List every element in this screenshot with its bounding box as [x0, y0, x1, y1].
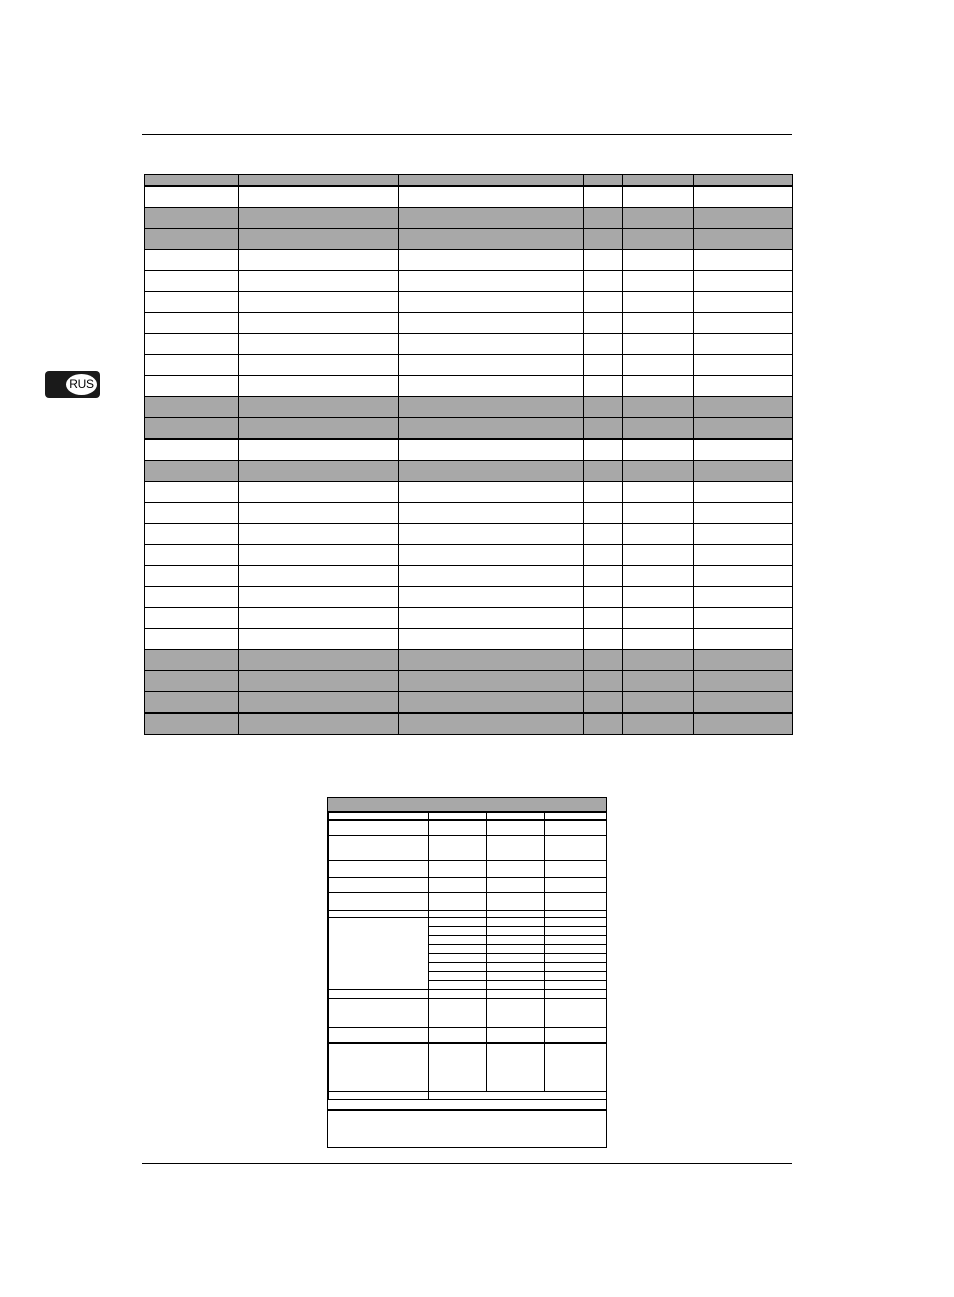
table-row: [145, 566, 793, 587]
table-cell: [694, 650, 793, 671]
column-header: [145, 175, 239, 187]
table-cell: [584, 482, 623, 503]
table-cell: [694, 292, 793, 313]
table-cell: [145, 186, 239, 208]
table-cell: [584, 292, 623, 313]
table-cell: [399, 587, 584, 608]
table-cell: [694, 629, 793, 650]
table-cell: [584, 713, 623, 735]
spec-table: [328, 812, 607, 1100]
table-cell: [623, 671, 694, 692]
table-cell: [584, 355, 623, 376]
table-cell: [623, 376, 694, 397]
table-cell: [399, 439, 584, 461]
table-cell: [399, 313, 584, 334]
table-cell: [239, 250, 399, 271]
table-cell: [145, 250, 239, 271]
table-cell: [145, 587, 239, 608]
table-cell: [239, 608, 399, 629]
table-cell: [694, 313, 793, 334]
table-row: [145, 208, 793, 229]
table-row: [145, 692, 793, 714]
table-cell: [399, 271, 584, 292]
table-cell: [399, 355, 584, 376]
table-cell: [584, 608, 623, 629]
table-cell: [145, 503, 239, 524]
table-cell: [694, 334, 793, 355]
spec-row: [329, 918, 607, 927]
table-cell: [145, 524, 239, 545]
spec-table-footnote: [328, 1109, 606, 1149]
table-cell: [694, 692, 793, 714]
table-cell: [239, 313, 399, 334]
column-header: [584, 175, 623, 187]
table-cell: [694, 587, 793, 608]
table-row: [145, 587, 793, 608]
table-row: [145, 713, 793, 735]
table-cell: [239, 629, 399, 650]
table-cell: [399, 566, 584, 587]
column-header: [623, 175, 694, 187]
table-cell: [239, 376, 399, 397]
table-cell: [239, 482, 399, 503]
spec-row: [329, 1028, 607, 1044]
parameter-table: [144, 174, 793, 735]
table-cell: [239, 461, 399, 482]
language-tab: [45, 371, 100, 398]
table-cell: [584, 587, 623, 608]
table-cell: [145, 271, 239, 292]
table-cell: [584, 503, 623, 524]
table-cell: [623, 503, 694, 524]
table-cell: [399, 186, 584, 208]
table-cell: [584, 524, 623, 545]
table-cell: [623, 208, 694, 229]
table-cell: [399, 608, 584, 629]
spec-row: [329, 990, 607, 999]
table-cell: [145, 692, 239, 714]
table-cell: [623, 692, 694, 714]
spec-table-title-bar: [328, 798, 606, 812]
table-cell: [694, 503, 793, 524]
table-cell: [399, 629, 584, 650]
table-cell: [623, 629, 694, 650]
table-cell: [239, 271, 399, 292]
table-cell: [623, 334, 694, 355]
table-cell: [399, 692, 584, 714]
table-cell: [694, 713, 793, 735]
parameter-table-header: [145, 175, 793, 187]
table-row: [145, 545, 793, 566]
table-row: [145, 271, 793, 292]
table-cell: [145, 629, 239, 650]
table-cell: [145, 671, 239, 692]
table-cell: [145, 292, 239, 313]
table-cell: [399, 334, 584, 355]
table-cell: [239, 292, 399, 313]
table-cell: [694, 545, 793, 566]
table-cell: [584, 334, 623, 355]
table-cell: [694, 566, 793, 587]
table-cell: [694, 397, 793, 418]
table-row: [145, 629, 793, 650]
table-cell: [584, 418, 623, 440]
table-cell: [694, 250, 793, 271]
table-cell: [584, 376, 623, 397]
table-cell: [584, 397, 623, 418]
table-cell: [694, 461, 793, 482]
table-cell: [584, 313, 623, 334]
table-cell: [239, 692, 399, 714]
table-cell: [239, 334, 399, 355]
table-cell: [399, 397, 584, 418]
table-row: [145, 355, 793, 376]
table-cell: [584, 461, 623, 482]
table-cell: [399, 418, 584, 440]
language-tab-label: RUS: [66, 374, 97, 395]
spec-row: [329, 836, 607, 861]
table-cell: [145, 461, 239, 482]
table-cell: [694, 439, 793, 461]
table-cell: [239, 397, 399, 418]
spec-table-header: [329, 813, 607, 821]
table-cell: [584, 208, 623, 229]
spec-row: [329, 861, 607, 878]
table-cell: [623, 482, 694, 503]
table-cell: [145, 482, 239, 503]
table-cell: [145, 229, 239, 250]
table-cell: [623, 461, 694, 482]
spec-row: [329, 911, 607, 918]
table-cell: [399, 671, 584, 692]
table-cell: [239, 587, 399, 608]
table-cell: [239, 545, 399, 566]
table-cell: [623, 313, 694, 334]
table-cell: [623, 524, 694, 545]
spec-row: [329, 1043, 607, 1092]
table-cell: [584, 250, 623, 271]
table-cell: [623, 608, 694, 629]
spec-row: [329, 878, 607, 893]
table-cell: [623, 650, 694, 671]
table-cell: [694, 271, 793, 292]
table-cell: [399, 713, 584, 735]
table-cell: [145, 650, 239, 671]
table-cell: [239, 524, 399, 545]
table-cell: [623, 229, 694, 250]
parameter-table-body: [145, 186, 793, 735]
table-cell: [623, 587, 694, 608]
table-cell: [694, 229, 793, 250]
table-cell: [399, 461, 584, 482]
table-cell: [623, 713, 694, 735]
table-cell: [145, 397, 239, 418]
table-row: [145, 418, 793, 440]
table-cell: [399, 503, 584, 524]
table-cell: [145, 418, 239, 440]
table-cell: [694, 355, 793, 376]
table-row: [145, 608, 793, 629]
spec-row: [329, 893, 607, 911]
table-cell: [239, 208, 399, 229]
table-row: [145, 376, 793, 397]
table-cell: [239, 418, 399, 440]
column-header: [399, 175, 584, 187]
table-row: [145, 186, 793, 208]
table-cell: [584, 650, 623, 671]
table-row: [145, 229, 793, 250]
table-cell: [694, 671, 793, 692]
table-cell: [145, 376, 239, 397]
table-cell: [239, 650, 399, 671]
table-cell: [623, 250, 694, 271]
table-cell: [584, 545, 623, 566]
spec-row: [329, 820, 607, 836]
table-row: [145, 671, 793, 692]
table-cell: [399, 650, 584, 671]
table-cell: [584, 186, 623, 208]
table-cell: [694, 482, 793, 503]
table-cell: [399, 524, 584, 545]
table-cell: [399, 482, 584, 503]
table-row: [145, 524, 793, 545]
table-cell: [145, 608, 239, 629]
table-cell: [694, 208, 793, 229]
column-header: [239, 175, 399, 187]
table-cell: [584, 629, 623, 650]
table-cell: [399, 208, 584, 229]
table-cell: [623, 566, 694, 587]
table-row: [145, 313, 793, 334]
table-cell: [399, 292, 584, 313]
table-row: [145, 439, 793, 461]
table-cell: [623, 545, 694, 566]
table-row: [145, 461, 793, 482]
table-cell: [399, 376, 584, 397]
table-cell: [623, 397, 694, 418]
table-row: [145, 334, 793, 355]
table-cell: [584, 566, 623, 587]
table-cell: [623, 186, 694, 208]
table-row: [145, 397, 793, 418]
table-cell: [694, 524, 793, 545]
table-cell: [694, 418, 793, 440]
table-cell: [239, 186, 399, 208]
table-cell: [584, 271, 623, 292]
table-cell: [694, 376, 793, 397]
table-cell: [623, 271, 694, 292]
table-cell: [145, 566, 239, 587]
spec-row: [329, 1092, 607, 1100]
table-cell: [145, 545, 239, 566]
table-cell: [239, 229, 399, 250]
table-cell: [399, 545, 584, 566]
column-header: [694, 175, 793, 187]
table-cell: [623, 439, 694, 461]
table-row: [145, 250, 793, 271]
table-cell: [584, 671, 623, 692]
table-cell: [623, 355, 694, 376]
table-cell: [239, 503, 399, 524]
spec-table-frame: [327, 797, 607, 1148]
table-cell: [239, 439, 399, 461]
table-cell: [145, 439, 239, 461]
table-cell: [145, 334, 239, 355]
table-cell: [239, 713, 399, 735]
table-cell: [239, 671, 399, 692]
table-cell: [399, 229, 584, 250]
table-cell: [584, 439, 623, 461]
table-row: [145, 650, 793, 671]
spec-row: [329, 999, 607, 1028]
table-cell: [399, 250, 584, 271]
table-cell: [694, 608, 793, 629]
footer-rule: [142, 1163, 792, 1164]
table-cell: [145, 208, 239, 229]
table-cell: [623, 292, 694, 313]
table-cell: [584, 692, 623, 714]
table-cell: [145, 713, 239, 735]
table-cell: [694, 186, 793, 208]
table-cell: [239, 355, 399, 376]
table-row: [145, 503, 793, 524]
table-cell: [584, 229, 623, 250]
table-cell: [145, 355, 239, 376]
table-row: [145, 292, 793, 313]
table-cell: [145, 313, 239, 334]
header-rule: [142, 134, 792, 135]
table-cell: [623, 418, 694, 440]
table-cell: [239, 566, 399, 587]
table-row: [145, 482, 793, 503]
